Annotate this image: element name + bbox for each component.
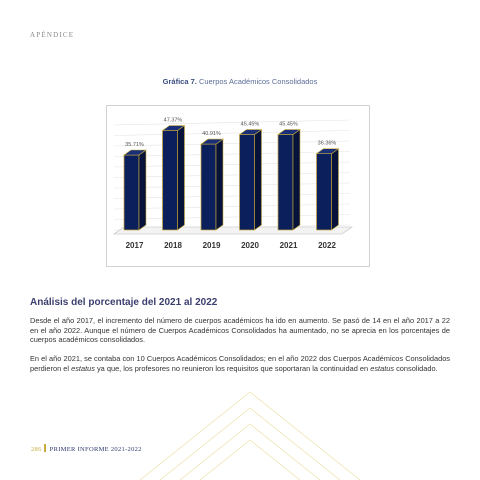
gridline xyxy=(114,141,350,149)
category-label: 2017 xyxy=(125,241,144,250)
data-label: 47.37% xyxy=(163,117,183,124)
data-label: 35.71% xyxy=(125,142,144,149)
gridline xyxy=(114,117,350,125)
bar-chart xyxy=(106,105,368,265)
bar-side xyxy=(139,150,146,230)
gridline xyxy=(114,183,350,188)
data-label: 40.91% xyxy=(202,131,221,138)
chart-title-text: Cuerpos Académicos Consolidados xyxy=(198,77,318,86)
bar-side xyxy=(255,130,262,230)
paragraph-1: Desde el año 2017, el incremento del número de cuerpos académicos ha ido en aumento. Se pasó de 14 en el año 2017 a 22 en el año 2022. Aunque el número de Cuerpos Académicos Consolidados ha aumentado, no se aprecia en los porcentajes de cuerpos académicos consolidados. xyxy=(30,316,450,345)
chart-title xyxy=(0,77,480,86)
footer-divider xyxy=(44,444,46,452)
category-label: 2022 xyxy=(318,241,336,250)
bar-front xyxy=(124,155,139,230)
data-label: 45.45% xyxy=(279,121,298,128)
gridline xyxy=(114,131,350,136)
data-label: 36.36% xyxy=(317,140,337,147)
gridline xyxy=(114,204,350,209)
bar-side xyxy=(178,126,185,230)
bar-front xyxy=(240,135,255,230)
category-label: 2018 xyxy=(164,241,182,250)
paragraph-2-emphasis-1: estatus xyxy=(71,363,95,373)
category-label: 2021 xyxy=(279,241,298,250)
gridline xyxy=(114,152,350,157)
section-heading: Análisis del porcentaje del 2021 al 2022 xyxy=(30,297,218,308)
page-number: 286 xyxy=(31,446,42,453)
bar-front xyxy=(201,144,216,230)
category-label: 2020 xyxy=(241,241,259,250)
category-label: 2019 xyxy=(202,241,221,250)
gridline xyxy=(114,215,350,220)
bar-front xyxy=(317,154,332,230)
paragraph-2-part-a: En el año 2021, se contaba con 10 Cuerpos Académicos Consolidados; en el año 2022 dos Cuerpos Académicos Consolidados perdieron el xyxy=(30,354,450,373)
chart-title-prefix: Gráfica 7. xyxy=(162,77,197,86)
gridline xyxy=(114,162,350,167)
bar-side xyxy=(332,149,339,230)
page-footer xyxy=(31,444,142,453)
bar-front xyxy=(163,131,178,230)
paragraph-2 xyxy=(30,354,450,373)
paragraph-2-part-c: consolidado. xyxy=(394,363,438,373)
gridline xyxy=(114,194,350,199)
paragraph-2-part-b: ya que, los profesores no reunieron los requisitos que soportaran la continuidad en xyxy=(94,363,371,373)
data-label: 45.45% xyxy=(240,121,260,128)
bar-side xyxy=(216,139,223,230)
section-header: APÉNDICE xyxy=(30,31,75,39)
gridline xyxy=(114,173,350,178)
footer-text: PRIMER INFORME 2021-2022 xyxy=(49,446,142,453)
bar-front xyxy=(278,135,293,230)
bar-side xyxy=(293,130,300,230)
paragraph-2-emphasis-2: estatus xyxy=(370,363,395,373)
